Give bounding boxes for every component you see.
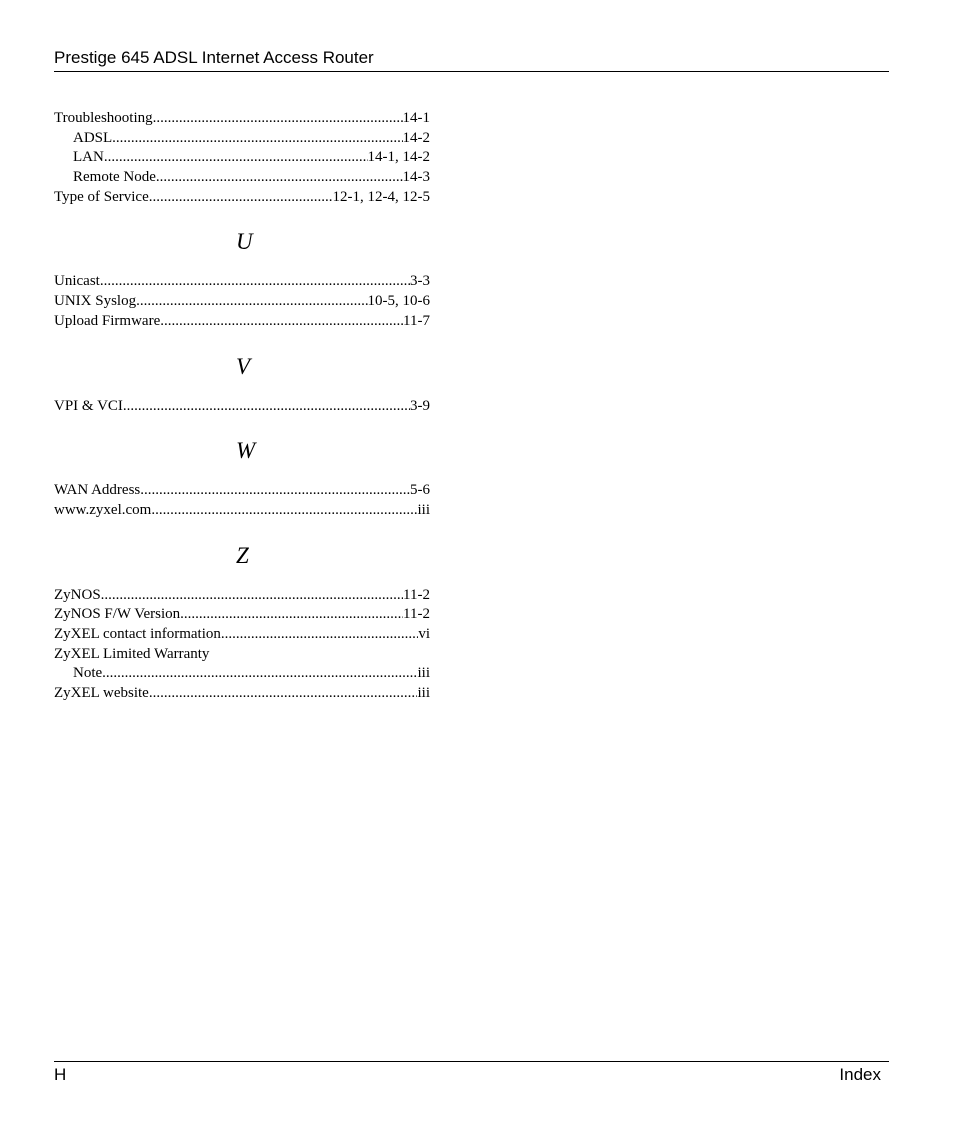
index-entry bbox=[54, 605, 430, 625]
index-term: ZyNOS F/W Version bbox=[54, 606, 181, 623]
spacer bbox=[54, 207, 430, 229]
index-entry bbox=[54, 501, 430, 521]
dot-leader bbox=[112, 129, 402, 149]
dot-leader bbox=[221, 625, 418, 645]
index-term: ZyXEL Limited Warranty bbox=[54, 645, 210, 662]
index-pages: 14-1 bbox=[402, 110, 430, 126]
index-pages: iii bbox=[417, 685, 430, 701]
index-term: Upload Firmware bbox=[54, 312, 161, 329]
dot-leader bbox=[123, 397, 410, 417]
index-term: www.zyxel.com bbox=[54, 501, 152, 518]
index-letter-heading: W bbox=[236, 438, 256, 464]
spacer bbox=[54, 569, 430, 586]
index-entry bbox=[54, 312, 430, 332]
index-entry bbox=[54, 684, 430, 704]
index-term: UNIX Syslog bbox=[54, 293, 137, 310]
index-entry bbox=[54, 292, 430, 312]
index-letter-heading: V bbox=[236, 353, 251, 379]
index-entry bbox=[54, 188, 430, 208]
spacer bbox=[54, 521, 430, 543]
spacer bbox=[54, 416, 430, 438]
index-pages: 3-3 bbox=[410, 273, 430, 290]
index-entry bbox=[54, 272, 430, 292]
index-subentry bbox=[54, 168, 430, 188]
header-rule bbox=[54, 71, 889, 72]
dot-leader bbox=[156, 168, 403, 188]
dot-leader bbox=[149, 188, 333, 208]
spacer bbox=[54, 255, 430, 272]
index-pages: 11-7 bbox=[403, 312, 430, 329]
dot-leader bbox=[140, 481, 410, 501]
page-header-title: Prestige 645 ADSL Internet Access Router bbox=[54, 48, 374, 67]
spacer bbox=[54, 380, 430, 397]
dot-leader bbox=[101, 586, 403, 606]
footer-rule bbox=[54, 1061, 889, 1062]
dot-leader bbox=[153, 109, 403, 129]
dot-leader bbox=[149, 684, 418, 704]
dot-leader bbox=[100, 272, 410, 292]
index-entry bbox=[54, 109, 430, 129]
index-entry bbox=[54, 397, 430, 417]
index-subentry bbox=[54, 664, 430, 684]
index-pages: iii bbox=[417, 665, 430, 682]
index-entry bbox=[54, 645, 430, 665]
index-pages: iii bbox=[417, 501, 430, 518]
spacer bbox=[54, 464, 430, 481]
index-term: ADSL bbox=[73, 129, 113, 146]
index-pages: 3-9 bbox=[410, 397, 430, 414]
index-term: Troubleshooting bbox=[54, 110, 153, 126]
index-term: ZyNOS bbox=[54, 586, 101, 603]
index-term: VPI & VCI bbox=[54, 397, 123, 414]
index-pages: 5-6 bbox=[410, 482, 430, 499]
index-entry bbox=[54, 625, 430, 645]
spacer bbox=[54, 332, 430, 354]
index-pages: 10-5, 10-6 bbox=[367, 293, 430, 310]
index-term: Remote Node bbox=[73, 169, 156, 186]
index-pages: vi bbox=[418, 625, 430, 642]
index-pages: 14-1, 14-2 bbox=[367, 149, 430, 166]
index-term: ZyXEL contact information bbox=[54, 625, 221, 642]
dot-leader bbox=[102, 664, 417, 684]
index-pages: 14-3 bbox=[402, 169, 430, 186]
index-term: LAN bbox=[73, 149, 104, 166]
dot-leader bbox=[160, 312, 403, 332]
index-pages: 12-1, 12-4, 12-5 bbox=[332, 188, 430, 205]
index-term: Unicast bbox=[54, 273, 100, 290]
index-entry bbox=[54, 586, 430, 606]
index-entry bbox=[54, 481, 430, 501]
footer-section-name: Index bbox=[839, 1065, 881, 1084]
index-subentry bbox=[54, 148, 430, 168]
index-term: WAN Address bbox=[54, 482, 141, 499]
index-pages: 14-2 bbox=[402, 129, 430, 146]
index-pages: 11-2 bbox=[403, 586, 430, 603]
footer-page-number: H bbox=[54, 1065, 67, 1084]
index-subentry bbox=[54, 129, 430, 149]
index-pages: 11-2 bbox=[403, 606, 430, 623]
index-term: Note bbox=[73, 665, 103, 682]
index-letter-heading: Z bbox=[236, 542, 249, 568]
dot-leader bbox=[104, 148, 368, 168]
dot-leader bbox=[151, 501, 417, 521]
index-column bbox=[54, 109, 430, 704]
index-term: Type of Service bbox=[54, 188, 149, 205]
dot-leader bbox=[136, 292, 367, 312]
dot-leader bbox=[180, 605, 403, 625]
index-term: ZyXEL website bbox=[54, 685, 149, 701]
index-letter-heading: U bbox=[236, 229, 253, 255]
